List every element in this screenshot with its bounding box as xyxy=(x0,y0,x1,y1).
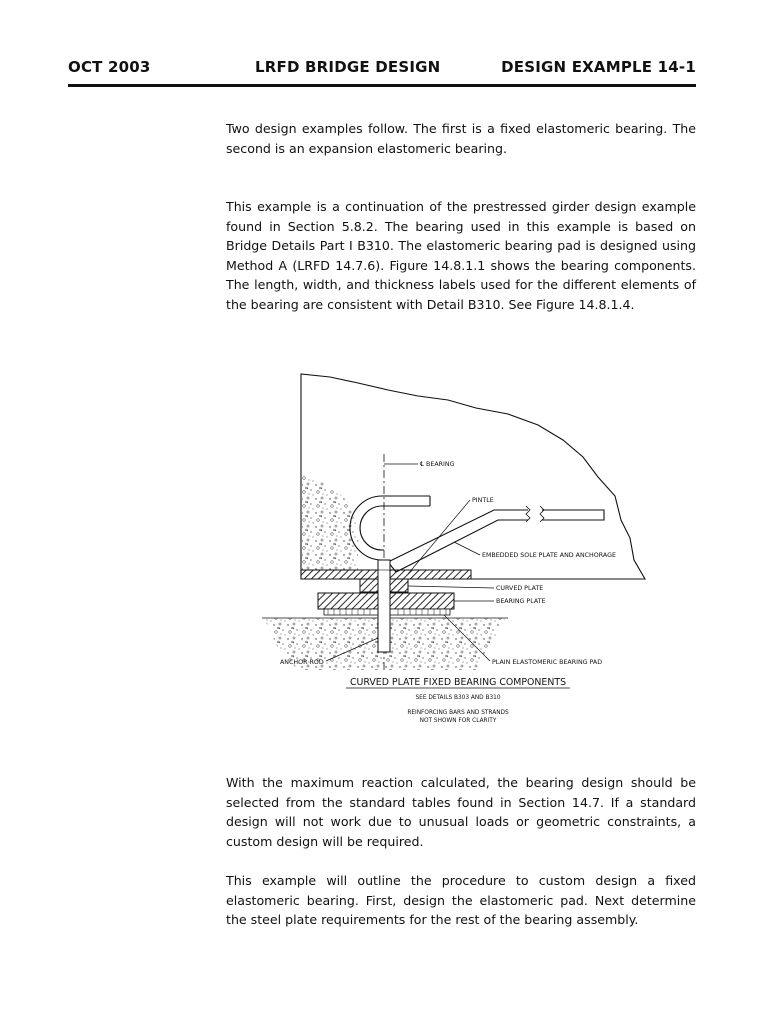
label-pintle: PINTLE xyxy=(472,497,494,504)
paragraph-procedure: This example will outline the procedure to custom design a fixed elastomeric bearing. First, design the elastomeric pad. Next determine the steel plate requirements for the rest of the bearing assembly. xyxy=(226,873,696,928)
figure-note-line1: REINFORCING BARS AND STRANDS xyxy=(407,710,509,716)
figure-see-details: SEE DETAILS B303 AND B310 xyxy=(415,695,501,701)
label-elastomeric-pad: PLAIN ELASTOMERIC BEARING PAD xyxy=(492,659,603,666)
label-embedded-sole-plate: EMBEDDED SOLE PLATE AND ANCHORAGE xyxy=(482,552,616,559)
header-section: DESIGN EXAMPLE 14-1 xyxy=(501,58,696,76)
label-curved-plate: CURVED PLATE xyxy=(496,585,544,592)
paragraph-intro: Two design examples follow. The first is a fixed elastomeric bearing. The second is an expansion elastomeric bearing. xyxy=(226,121,696,156)
page-header xyxy=(68,58,696,78)
label-cl-bearing: ℄ BEARING xyxy=(420,461,455,468)
label-anchor-rod: ANCHOR ROD xyxy=(280,659,324,666)
header-title: LRFD BRIDGE DESIGN xyxy=(255,58,441,76)
paragraph-standard-tables: With the maximum reaction calculated, the bearing design should be selected from the standard tables found in Section 14.7. If a standard design will not work due to unusual loads or geometric constraints, a custom design will be required. xyxy=(226,775,696,849)
bearing-components-figure xyxy=(258,370,658,730)
figure-note-line2: NOT SHOWN FOR CLARITY xyxy=(419,718,497,724)
anchor-rod xyxy=(378,560,390,652)
label-bearing-plate: BEARING PLATE xyxy=(496,598,546,605)
figure-caption: CURVED PLATE FIXED BEARING COMPONENTS xyxy=(349,677,567,688)
paragraph-continuation: This example is a continuation of the prestressed girder design example found in Section 5.8.2. The bearing used in this example is based on Bridge Details Part I B310. The elastomeric bearing pad is designed using Method A (LRFD 14.7.6). Figure 14.8.1.1 shows the bearing components. The length, width, and thickness labels used for the different elements of the bearing are consistent with Detail B310. See Figure 14.8.1.4. xyxy=(226,199,696,312)
header-date: OCT 2003 xyxy=(68,58,151,76)
header-rule xyxy=(68,84,696,87)
